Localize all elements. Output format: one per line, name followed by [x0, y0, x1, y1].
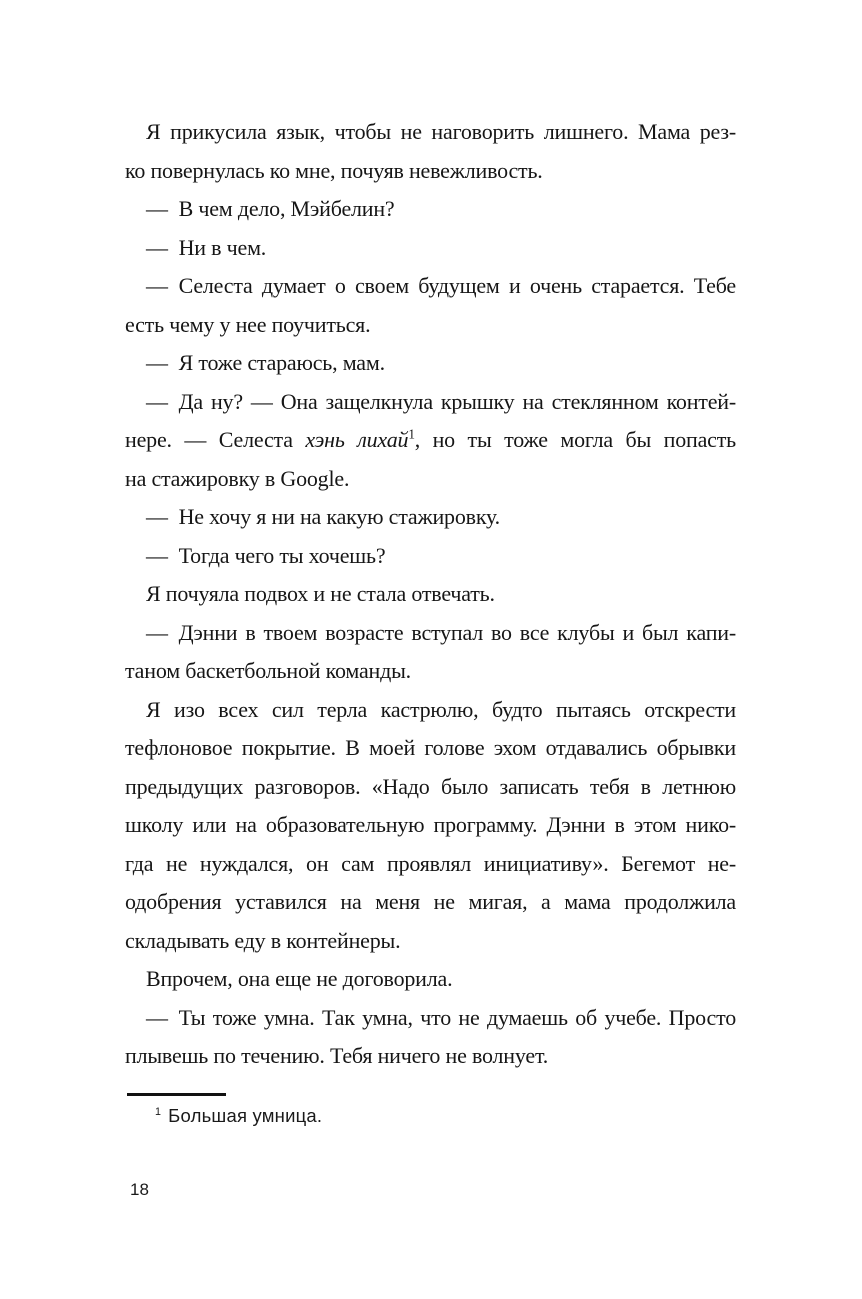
text-line-dialogue: — Ты тоже умна. Так умна, что не думаешь об учебе. Просто	[146, 1004, 736, 1030]
text-line-dialogue: — Селеста думает о своем будущем и очень старается. Тебе	[146, 273, 736, 298]
body-text	[125, 113, 736, 1076]
text-segment-italic: хэнь лихай	[305, 427, 409, 452]
text-line: школу или на образовательную программу. Дэнни в этом нико-	[125, 812, 736, 837]
text-line-dialogue: — Не хочу я ни на какую стажировку.	[146, 504, 500, 529]
text-line: на стажировку в Google.	[125, 465, 350, 491]
text-line: одобрения уставился на меня не мигая, а мама продолжила	[125, 889, 736, 914]
text-line: Я прикусила язык, чтобы не наговорить лишнего. Мама рез-	[146, 119, 736, 144]
text-line-dialogue: — Я тоже стараюсь, мам.	[146, 350, 385, 375]
text-line: плывешь по течению. Тебя ничего не волнует.	[125, 1043, 548, 1068]
text-line-dialogue: — Да ну? — Она защелкнула крышку на стеклянном контей-	[146, 388, 736, 414]
text-line: гда не нуждался, он сам проявлял инициативу». Бегемот не-	[125, 850, 736, 876]
footnote-text: Большая умница.	[168, 1105, 323, 1126]
text-line: Впрочем, она еще не договорила.	[146, 966, 453, 991]
footnote-reference: 1	[408, 426, 415, 442]
footnote-marker: 1	[155, 1105, 162, 1118]
text-line: таном баскетбольной команды.	[125, 658, 411, 683]
text-segment: нере. — Селеста	[125, 427, 306, 452]
footnote	[125, 1104, 766, 1128]
footnote-separator	[127, 1093, 226, 1096]
text-line-with-footnote-ref	[125, 421, 736, 460]
text-line: Я почуяла подвох и не стала отвечать.	[146, 581, 495, 606]
text-line-dialogue: — Дэнни в твоем возрасте вступал во все клубы и был капи-	[146, 619, 736, 645]
text-line-dialogue: — Ни в чем.	[146, 234, 267, 260]
text-segment: , но ты тоже могла бы попасть	[414, 427, 736, 452]
text-line: тефлоновое покрытие. В моей голове эхом отдавались обрывки	[125, 735, 736, 760]
text-line-dialogue: — Тогда чего ты хочешь?	[146, 542, 386, 568]
text-line: есть чему у нее поучиться.	[125, 311, 371, 337]
text-line: предыдущих разговоров. «Надо было записать тебя в летнюю	[125, 773, 736, 799]
text-line: складывать еду в контейнеры.	[125, 927, 401, 953]
text-line: Я изо всех сил терла кастрюлю, будто пытаясь отскрести	[146, 696, 736, 722]
text-line-dialogue: — В чем дело, Мэйбелин?	[146, 196, 395, 221]
page-number: 18	[130, 1180, 149, 1199]
text-line: ко повернулась ко мне, почуяв невежливость.	[125, 157, 543, 183]
